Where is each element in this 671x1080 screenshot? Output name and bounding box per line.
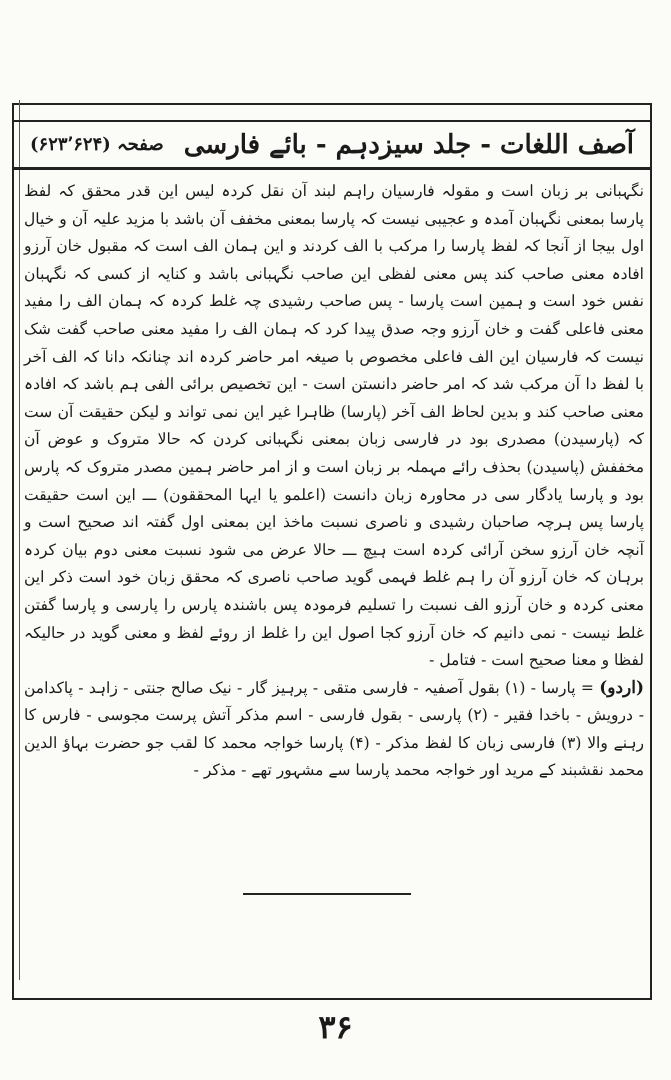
page-header [12,120,652,170]
urdu-heading: (اردو) [599,677,644,698]
body-text [24,178,644,785]
header-title: آصف اللغات - جلد سیزدہم - بائے فارسی [183,129,634,160]
persian-paragraph: نگہبانی بر زبان است و مقولہ فارسیان راہم لبند آن نقل کردہ لیس این قدر محقق کہ لفظ پارسا بمعنی نگہبان آمدہ و عجیبی نیست کہ پارسا بمعنی مخفف آن باشد با مزید علیہ آن و خیال اول بیجا از آنجا کہ لفظ پارسا را مرکب با الف کردند و این ہمان الف است کہ مقبول خان آرزو افادہ معنی صاحب کند پس معنی لفظی این صاحب نگہبانی باشد و کنایہ از کسی کہ نگہبان نفس خود است و ہمین است پارسا - پس صاحب رشیدی چہ غلط کردہ کہ ہمان الف را مفید معنی فاعلی گفت و خان آرزو وجہ صدق پیدا کرد کہ ہمان الف را مفید معنی صاحب گفت شک نیست کہ فارسیان این الف فاعلی مخصوص با صیغہ امر حاضر کردہ اند چنانکہ دانا کہ الف آخر با لفظ دا آن مرکب شد کہ امر حاضر دانستن است - این تخصیص برائی الفی ہم باشد کہ افادہ معنی صاحب کند و بدین لحاظ الف آخر (پارسا) ظاہرا غیر این نمی تواند و لیکن حقیقت آن ست کہ (پارسیدن) مصدری بود در فارسی زبان بمعنی نگہبانی کردن کہ حالا متروک و عوض آن مخففش (پاسیدن) بحذف رائے مہملہ بر زبان است و از امر حاضر ہمین مصدر متروک کہ پارس بود و پارسا یادگار سی در محاورہ زبان دانست (اعلمو یا ایہا المحققون) ـــ این است حقیقت پارسا پس ہرچہ صاحبان رشیدی و ناصری نسبت ماخذ این بمعنی اول گفتہ اند صحیح است و آنچہ خان آرزو سخن آرائی کردہ است ہیچ ـــ حالا عرض می شود نسبت معنی دوم بیان کردہ برہان کہ خان آرزو آن را ہم غلط فہمی گوید صاحب ناصری کہ محقق زبان خود است ذکر این معنی کردہ و خان آرزو الف نسبت را تسلیم فرمودہ پس باشندہ پارس را پارسی و پارسا گفتن غلط نیست - نمی دانیم کہ خان آرزو کجا اصول این را غلط از روئے لفظ و معنی گوید در حالیکہ لفظا و معنا صحیح است - فتامل - [24,182,645,670]
end-rule [243,893,411,895]
margin-line [19,100,20,980]
header-page-ref: صفحہ (۶۲۳٬۶۲۴) [30,134,164,155]
page-number: ۳۶ [318,1008,353,1046]
urdu-definition: = پارسا - (۱) بقول آصفیہ - فارسی متقی - پرہیز گار - نیک صالح جنتی - زاہد - پاکدامن - درویش - باخدا فقیر - (۲) پارسی - بقول فارسی - اسم مذکر آتش پرست مجوسی - فارس کا رہنے والا (۳) فارسی زبان کا لفظ مذکر - (۴) پارسا خواجہ محمد کا لقب جو حضرت بہاؤ الدین محمد نقشبند کے مرید اور خواجہ محمد پارسا سے مشہور تھے - مذکر - [24,678,645,780]
urdu-paragraph [24,675,644,785]
